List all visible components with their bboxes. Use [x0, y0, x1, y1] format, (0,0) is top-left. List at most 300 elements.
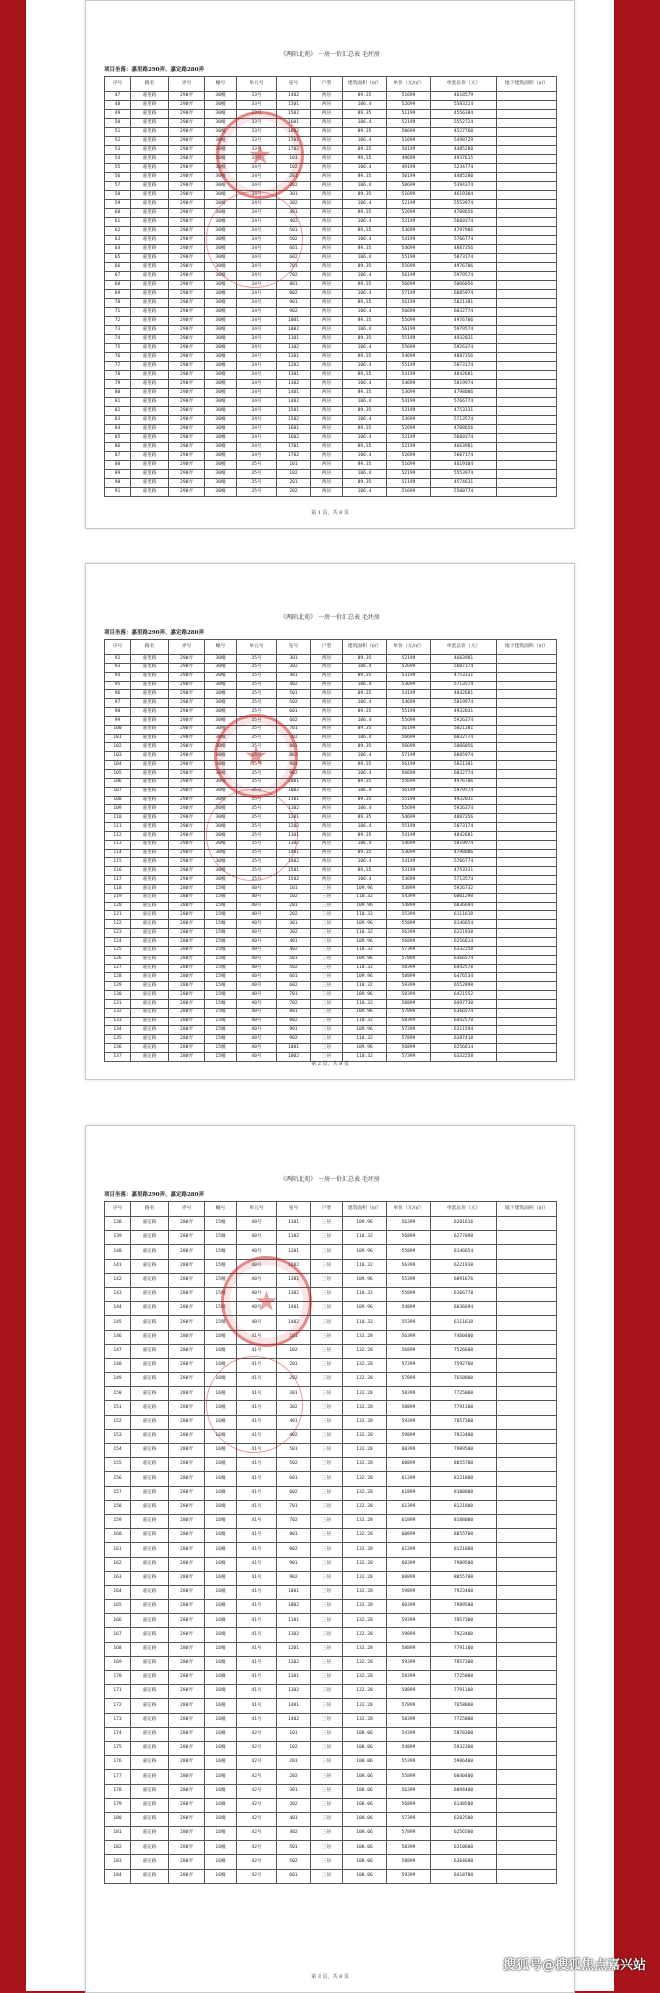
- table-cell: 290弄: [169, 407, 205, 416]
- table-cell: [497, 1841, 557, 1855]
- table-cell: 30幢: [205, 389, 237, 398]
- table-cell: 两居: [311, 110, 343, 119]
- table-cell: [497, 173, 557, 182]
- table-cell: 401: [277, 672, 311, 681]
- table-cell: 7791100: [431, 1685, 497, 1699]
- table-cell: 1302: [277, 380, 311, 389]
- table-row: [105, 1287, 557, 1301]
- table-cell: 290弄: [169, 416, 205, 425]
- table-cell: 6001298: [431, 893, 497, 902]
- table-cell: [497, 1869, 557, 1883]
- table-cell: 150: [105, 1387, 131, 1401]
- table-cell: 30幢: [205, 849, 237, 858]
- table-cell: 嘉里路: [131, 690, 169, 699]
- table-cell: 30幢: [205, 173, 237, 182]
- table-cell: 132.28: [343, 1401, 387, 1415]
- table-cell: 122: [105, 920, 131, 929]
- table-cell: 1502: [277, 416, 311, 425]
- table-cell: 129: [105, 982, 131, 991]
- table-cell: [497, 725, 557, 734]
- table-cell: [497, 1642, 557, 1656]
- table-cell: 40号: [237, 938, 277, 947]
- table-cell: 58399: [387, 964, 431, 973]
- table-cell: 901: [277, 761, 311, 770]
- table-cell: [497, 982, 557, 991]
- table-cell: 50699: [387, 128, 431, 137]
- table-cell: 59: [105, 200, 131, 209]
- table-cell: 280弄: [169, 1259, 205, 1273]
- table-cell: 两居: [311, 787, 343, 796]
- table-cell: 108.06: [343, 1827, 387, 1841]
- table-row: [105, 708, 557, 717]
- table-cell: 30幢: [205, 876, 237, 885]
- table-cell: 101: [277, 1330, 311, 1344]
- table-cell: 50: [105, 119, 131, 128]
- table-cell: 175: [105, 1741, 131, 1755]
- table-cell: 106.4: [343, 452, 387, 461]
- table-cell: 7989500: [431, 1557, 497, 1571]
- table-row: [105, 858, 557, 867]
- table-cell: 嘉定路: [131, 973, 169, 982]
- table-cell: 34号: [237, 281, 277, 290]
- table-cell: [497, 893, 557, 902]
- table-cell: 41号: [237, 1330, 277, 1344]
- table-row: [105, 1585, 557, 1599]
- table-cell: [497, 1557, 557, 1571]
- table-cell: 53899: [387, 884, 431, 893]
- table-cell: [497, 663, 557, 672]
- table-cell: 802: [277, 1017, 311, 1026]
- table-cell: 嘉里路: [131, 209, 169, 218]
- table-cell: 嘉定路: [131, 1770, 169, 1784]
- table-cell: [497, 1571, 557, 1585]
- table-cell: 35号: [237, 752, 277, 761]
- table-row: [105, 470, 557, 479]
- table-cell: 5873174: [431, 254, 497, 263]
- table-cell: 290弄: [169, 209, 205, 218]
- table-row: [105, 128, 557, 137]
- table-cell: 16幢: [205, 1557, 237, 1571]
- table-cell: 290弄: [169, 867, 205, 876]
- table-cell: 35号: [237, 778, 277, 787]
- table-cell: 41号: [237, 1713, 277, 1727]
- table-cell: 嘉定路: [131, 1052, 169, 1061]
- table-cell: 290弄: [169, 335, 205, 344]
- table-row: [105, 1869, 557, 1883]
- table-cell: 89.35: [343, 146, 387, 155]
- table-cell: 嘉里路: [131, 389, 169, 398]
- table-cell: 嘉定路: [131, 1756, 169, 1770]
- table-cell: 34号: [237, 434, 277, 443]
- table-cell: [497, 743, 557, 752]
- table-cell: 15幢: [205, 991, 237, 1000]
- table-cell: 301: [277, 191, 311, 200]
- table-cell: 嘉里路: [131, 452, 169, 461]
- table-cell: 嘉里路: [131, 101, 169, 110]
- table-cell: 110.32: [343, 1052, 387, 1061]
- table-row: [105, 1841, 557, 1855]
- table-cell: [497, 681, 557, 690]
- table-cell: 54: [105, 155, 131, 164]
- table-cell: [497, 389, 557, 398]
- table-cell: 8121800: [431, 1543, 497, 1557]
- table-cell: 7658800: [431, 1699, 497, 1713]
- table-cell: 501: [277, 690, 311, 699]
- table-cell: [497, 110, 557, 119]
- table-cell: [497, 227, 557, 236]
- table-cell: 三居: [311, 1044, 343, 1053]
- table-cell: 两居: [311, 690, 343, 699]
- table-cell: 49199: [387, 164, 431, 173]
- table-cell: 1501: [277, 867, 311, 876]
- table-row: [105, 362, 557, 371]
- table-cell: 801: [277, 1008, 311, 1017]
- table-cell: 53: [105, 146, 131, 155]
- table-cell: 109.96: [343, 902, 387, 911]
- table-cell: 52699: [387, 663, 431, 672]
- table-cell: 6387418: [431, 1035, 497, 1044]
- table-cell: 6094400: [431, 1784, 497, 1798]
- table-cell: 123: [105, 929, 131, 938]
- table-cell: 5498729: [431, 137, 497, 146]
- table-cell: [497, 119, 557, 128]
- table-cell: 5660374: [431, 434, 497, 443]
- table-cell: 16幢: [205, 1628, 237, 1642]
- table-cell: 104: [105, 761, 131, 770]
- price-table: [104, 639, 557, 1062]
- table-cell: 280弄: [169, 1358, 205, 1372]
- table-cell: 61399: [387, 1543, 431, 1557]
- table-cell: 三居: [311, 1812, 343, 1826]
- table-cell: 115: [105, 858, 131, 867]
- table-cell: 290弄: [169, 734, 205, 743]
- table-cell: 158: [105, 1500, 131, 1514]
- table-cell: 4887356: [431, 245, 497, 254]
- table-cell: [497, 317, 557, 326]
- table-cell: 280弄: [169, 1585, 205, 1599]
- table-cell: 三居: [311, 1571, 343, 1585]
- table-cell: 40号: [237, 982, 277, 991]
- table-row: [105, 1231, 557, 1245]
- table-cell: 290弄: [169, 778, 205, 787]
- table-cell: 127: [105, 964, 131, 973]
- table-cell: 280弄: [169, 902, 205, 911]
- table-cell: 1202: [277, 362, 311, 371]
- table-cell: 嘉定路: [131, 999, 169, 1008]
- table-cell: 202: [277, 182, 311, 191]
- table-cell: 三居: [311, 982, 343, 991]
- table-row: [105, 254, 557, 263]
- table-cell: 34号: [237, 290, 277, 299]
- table-cell: 三居: [311, 1217, 343, 1231]
- table-cell: 30幢: [205, 681, 237, 690]
- table-cell: 180: [105, 1812, 131, 1826]
- table-cell: 52199: [387, 655, 431, 664]
- table-cell: 57399: [387, 1358, 431, 1372]
- table-cell: 110.32: [343, 964, 387, 973]
- table-cell: [497, 946, 557, 955]
- table-cell: 40号: [237, 1231, 277, 1245]
- table-cell: 701: [277, 263, 311, 272]
- table-cell: 两居: [311, 353, 343, 362]
- table-cell: 97: [105, 699, 131, 708]
- table-cell: 280弄: [169, 1401, 205, 1415]
- table-row: [105, 1330, 557, 1344]
- table-cell: 三居: [311, 1302, 343, 1316]
- table-cell: 112: [105, 831, 131, 840]
- table-cell: 三居: [311, 1798, 343, 1812]
- table-cell: 57899: [387, 1035, 431, 1044]
- table-cell: 1101: [277, 1614, 311, 1628]
- table-cell: 151: [105, 1401, 131, 1415]
- table-cell: [497, 1770, 557, 1784]
- table-cell: 51699: [387, 488, 431, 497]
- table-cell: 56199: [387, 725, 431, 734]
- table-cell: 280弄: [169, 1373, 205, 1387]
- table-cell: 42号: [237, 1869, 277, 1883]
- table-cell: 168: [105, 1642, 131, 1656]
- table-cell: 132.28: [343, 1614, 387, 1628]
- table-row: [105, 876, 557, 885]
- table-cell: 41号: [237, 1543, 277, 1557]
- table-cell: 两居: [311, 218, 343, 227]
- table-cell: 77: [105, 362, 131, 371]
- table-cell: 1301: [277, 371, 311, 380]
- table-cell: [497, 1585, 557, 1599]
- table-cell: [497, 182, 557, 191]
- table-cell: 1502: [277, 110, 311, 119]
- table-cell: 89.35: [343, 708, 387, 717]
- table-cell: 290弄: [169, 479, 205, 488]
- table-cell: [497, 272, 557, 281]
- table-cell: 42号: [237, 1770, 277, 1784]
- table-cell: 三居: [311, 1855, 343, 1869]
- table-cell: 51699: [387, 461, 431, 470]
- table-cell: 两居: [311, 761, 343, 770]
- table-cell: 三居: [311, 946, 343, 955]
- table-cell: 290弄: [169, 655, 205, 664]
- table-cell: [497, 778, 557, 787]
- table-cell: 153: [105, 1429, 131, 1443]
- table-cell: [497, 672, 557, 681]
- table-cell: 58399: [387, 1841, 431, 1855]
- table-cell: 79: [105, 380, 131, 389]
- table-row: [105, 1486, 557, 1500]
- table-cell: 290弄: [169, 425, 205, 434]
- table-cell: [497, 1035, 557, 1044]
- table-cell: 290弄: [169, 849, 205, 858]
- table-cell: 280弄: [169, 1855, 205, 1869]
- table-cell: 280弄: [169, 1699, 205, 1713]
- table-cell: 89: [105, 470, 131, 479]
- table-cell: 两居: [311, 858, 343, 867]
- table-cell: 41号: [237, 1458, 277, 1472]
- table-cell: 901: [277, 1026, 311, 1035]
- table-cell: [497, 973, 557, 982]
- table-row: [105, 110, 557, 119]
- table-cell: 16幢: [205, 1827, 237, 1841]
- table-cell: 4937615: [431, 155, 497, 164]
- table-cell: 99.35: [343, 155, 387, 164]
- table-cell: 两居: [311, 155, 343, 164]
- table-cell: 嘉里路: [131, 655, 169, 664]
- table-cell: 56199: [387, 272, 431, 281]
- table-cell: [497, 938, 557, 947]
- table-cell: 35号: [237, 716, 277, 725]
- table-cell: 280弄: [169, 911, 205, 920]
- table-cell: [497, 1671, 557, 1685]
- table-cell: 两居: [311, 743, 343, 752]
- table-cell: 30幢: [205, 281, 237, 290]
- table-cell: [497, 200, 557, 209]
- table-cell: 6036694: [431, 1302, 497, 1316]
- table-row: [105, 1026, 557, 1035]
- table-cell: 138: [105, 1217, 131, 1231]
- table-row: [105, 884, 557, 893]
- table-cell: 502: [277, 236, 311, 245]
- table-cell: 60899: [387, 1458, 431, 1472]
- table-cell: 三居: [311, 1756, 343, 1770]
- table-cell: 89.35: [343, 849, 387, 858]
- table-cell: 16幢: [205, 1756, 237, 1770]
- watermark-text: 搜狐号@搜狐焦点嘉兴站: [502, 1958, 646, 1973]
- table-cell: 110.32: [343, 1017, 387, 1026]
- table-cell: 8188000: [431, 1514, 497, 1528]
- table-cell: 56199: [387, 761, 431, 770]
- table-cell: 1201: [277, 353, 311, 362]
- table-row: [105, 999, 557, 1008]
- table-row: [105, 840, 557, 849]
- table-row: [105, 1008, 557, 1017]
- column-header: 单元号: [237, 1202, 277, 1217]
- table-cell: 132.28: [343, 1543, 387, 1557]
- table-cell: 89.35: [343, 209, 387, 218]
- table-cell: 116: [105, 867, 131, 876]
- table-cell: 109.96: [343, 1008, 387, 1017]
- table-cell: 160: [105, 1529, 131, 1543]
- table-cell: 1502: [277, 876, 311, 885]
- table-cell: 嘉定路: [131, 902, 169, 911]
- table-cell: 93: [105, 663, 131, 672]
- table-row: [105, 164, 557, 173]
- table-cell: 57199: [387, 752, 431, 761]
- table-cell: 6202500: [431, 1812, 497, 1826]
- table-cell: 5607174: [431, 663, 497, 672]
- table-cell: 58399: [387, 1713, 431, 1727]
- table-cell: 15幢: [205, 884, 237, 893]
- table-cell: 嘉里路: [131, 787, 169, 796]
- table-cell: 35号: [237, 725, 277, 734]
- table-cell: 两居: [311, 734, 343, 743]
- table-cell: 89.35: [343, 443, 387, 452]
- table-cell: 70: [105, 299, 131, 308]
- table-cell: 三居: [311, 1585, 343, 1599]
- table-cell: 6332258: [431, 946, 497, 955]
- table-cell: 106.4: [343, 876, 387, 885]
- table-cell: 嘉里路: [131, 128, 169, 137]
- table-cell: 34号: [237, 155, 277, 164]
- table-cell: 101: [277, 461, 311, 470]
- table-cell: 15幢: [205, 1044, 237, 1053]
- table-row: [105, 218, 557, 227]
- table-cell: 132.28: [343, 1458, 387, 1472]
- table-cell: 1002: [277, 326, 311, 335]
- table-cell: 290弄: [169, 137, 205, 146]
- table-cell: 140: [105, 1245, 131, 1259]
- table-row: [105, 1217, 557, 1231]
- table-cell: 三居: [311, 1784, 343, 1798]
- page-footer: 第 1 页，共 8 页: [311, 510, 349, 516]
- table-cell: [497, 425, 557, 434]
- table-cell: 89.35: [343, 371, 387, 380]
- table-cell: 两居: [311, 655, 343, 664]
- table-cell: 8055700: [431, 1529, 497, 1543]
- table-cell: 嘉定路: [131, 1401, 169, 1415]
- table-cell: 嘉里路: [131, 308, 169, 317]
- table-cell: [497, 999, 557, 1008]
- table-cell: [497, 1259, 557, 1273]
- table-cell: 108: [105, 796, 131, 805]
- table-cell: 166: [105, 1614, 131, 1628]
- table-cell: 290弄: [169, 761, 205, 770]
- table-cell: 30幢: [205, 398, 237, 407]
- table-cell: 1002: [277, 1600, 311, 1614]
- table-cell: 33号: [237, 146, 277, 155]
- table-cell: 501: [277, 227, 311, 236]
- table-cell: 290弄: [169, 308, 205, 317]
- table-cell: 96: [105, 690, 131, 699]
- table-row: [105, 1344, 557, 1358]
- table-cell: 16幢: [205, 1685, 237, 1699]
- table-cell: [497, 137, 557, 146]
- table-cell: 5553974: [431, 470, 497, 479]
- table-cell: 172: [105, 1699, 131, 1713]
- table-cell: 61899: [387, 1486, 431, 1500]
- table-cell: 101: [277, 155, 311, 164]
- table-cell: 嘉定路: [131, 1671, 169, 1685]
- table-cell: 两居: [311, 254, 343, 263]
- table-row: [105, 929, 557, 938]
- table-cell: 91: [105, 488, 131, 497]
- table-cell: 280弄: [169, 982, 205, 991]
- table-cell: 嘉定路: [131, 1614, 169, 1628]
- table-row: [105, 245, 557, 254]
- table-cell: 167: [105, 1628, 131, 1642]
- table-cell: 52699: [387, 101, 431, 110]
- table-cell: 58899: [387, 1401, 431, 1415]
- table-cell: 嘉里路: [131, 353, 169, 362]
- table-cell: 35号: [237, 840, 277, 849]
- table-cell: 嘉里路: [131, 752, 169, 761]
- table-cell: 55199: [387, 708, 431, 717]
- table-cell: 502: [277, 1855, 311, 1869]
- table-cell: 嘉定路: [131, 1628, 169, 1642]
- table-cell: 嘉定路: [131, 1044, 169, 1053]
- table-cell: 三居: [311, 1231, 343, 1245]
- table-cell: 106.4: [343, 272, 387, 281]
- table-cell: 280弄: [169, 1812, 205, 1826]
- table-cell: 106.4: [343, 470, 387, 479]
- table-cell: [497, 308, 557, 317]
- column-header: 户型: [311, 640, 343, 655]
- table-cell: 6256614: [431, 938, 497, 947]
- table-cell: 106.4: [343, 681, 387, 690]
- table-cell: 106.4: [343, 164, 387, 173]
- table-cell: 280弄: [169, 1727, 205, 1741]
- column-header: 户型: [311, 77, 343, 92]
- table-row: [105, 1259, 557, 1273]
- price-table-wrapper: [104, 1201, 556, 1884]
